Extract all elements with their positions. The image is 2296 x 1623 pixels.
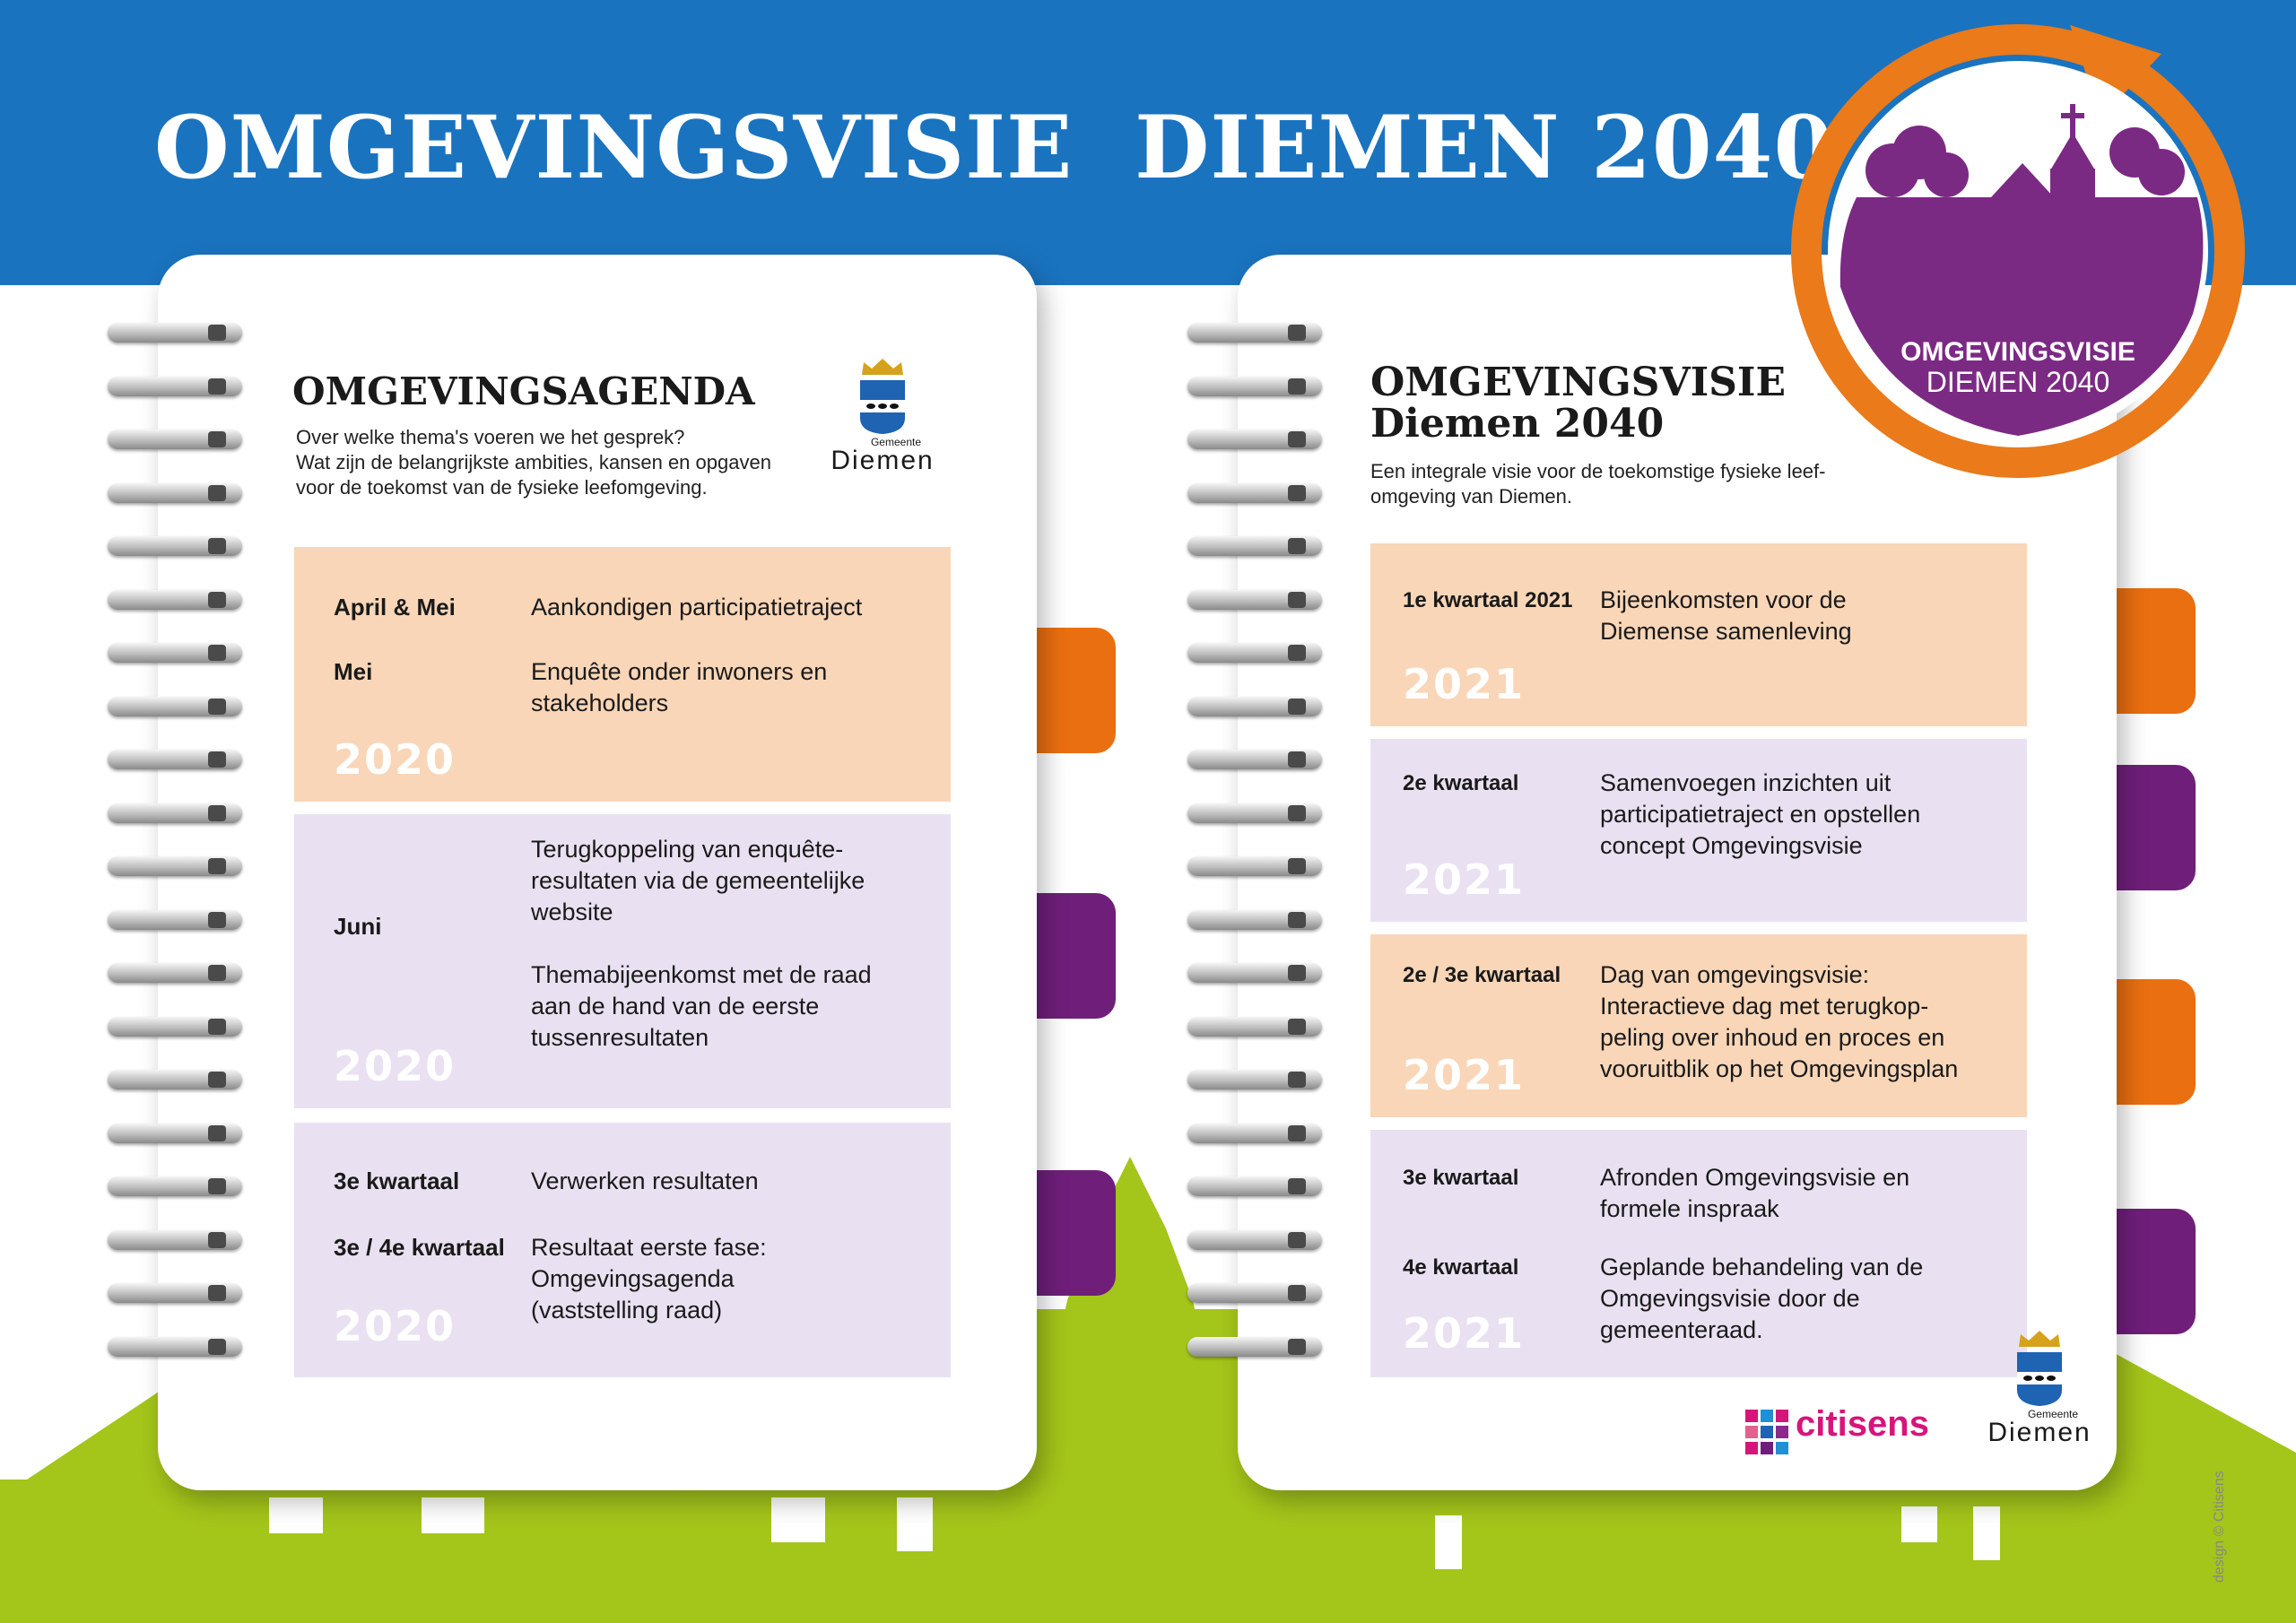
spiral-ring bbox=[1187, 1070, 1329, 1089]
spiral-ring bbox=[1187, 750, 1329, 769]
spiral-ring bbox=[108, 1176, 249, 1196]
spiral-ring bbox=[108, 1283, 249, 1303]
page-title: OMGEVINGSVISIE DIEMEN 2040 bbox=[154, 97, 1835, 198]
crown-icon bbox=[2015, 1329, 2064, 1349]
spiral-ring bbox=[108, 1337, 249, 1357]
shield-icon bbox=[858, 378, 907, 436]
spiral-ring bbox=[1187, 483, 1329, 503]
purple-tab bbox=[1026, 1170, 1116, 1296]
right-notebook-subtitle: Een integrale visie voor de toekomstige fysieke leef- omgeving van Diemen. bbox=[1370, 460, 1826, 508]
spiral-ring bbox=[108, 1017, 249, 1037]
year-label: 2020 bbox=[334, 735, 457, 784]
omgevingsvisie-badge bbox=[1785, 18, 2287, 484]
logo-name: Diemen bbox=[1987, 1418, 2092, 1447]
shield-icon bbox=[2015, 1350, 2064, 1408]
crown-icon bbox=[858, 357, 907, 377]
design-credit: design © Citisens bbox=[2212, 1471, 2227, 1583]
spiral-ring bbox=[108, 590, 249, 610]
spiral-ring bbox=[108, 483, 249, 503]
spiral-ring bbox=[1187, 323, 1329, 343]
logo-small-text: Gemeente bbox=[2027, 1408, 2079, 1420]
spiral-ring bbox=[1187, 910, 1329, 930]
spiral-ring bbox=[108, 750, 249, 769]
spiral-ring bbox=[1187, 1283, 1329, 1303]
spiral-ring bbox=[108, 803, 249, 823]
diemen-logo bbox=[1986, 1329, 2093, 1445]
left-notebook-subtitle: Over welke thema's voeren we het gesprek? Wat zijn de belangrijkste ambities, kansen en opgaven voor de toekomst van de fysieke leefomgeving. bbox=[296, 426, 771, 499]
spiral-ring bbox=[108, 1124, 249, 1143]
spiral-ring bbox=[108, 536, 249, 556]
year-label: 2020 bbox=[334, 1042, 457, 1090]
year-label: 2021 bbox=[1403, 1309, 1526, 1358]
citisens-icon bbox=[1745, 1410, 1788, 1456]
year-label: 2021 bbox=[1403, 1051, 1526, 1099]
timeline-block: April & Mei Aankondigen participatietraject Mei Enquête onder inwoners en stakeholders 2020 bbox=[294, 547, 951, 802]
spiral-ring bbox=[108, 1230, 249, 1250]
year-label: 2021 bbox=[1403, 660, 1526, 708]
logo-small-text: Gemeente bbox=[870, 436, 922, 448]
timeline-block: 1e kwartaal 2021 Bijeenkomsten voor de Diemense samenleving 2021 bbox=[1370, 543, 2027, 726]
purple-tab bbox=[2106, 1209, 2196, 1334]
spiral-ring bbox=[1187, 377, 1329, 396]
spiral-ring bbox=[1187, 856, 1329, 876]
spiral-ring bbox=[1187, 1176, 1329, 1196]
spiral-ring bbox=[1187, 590, 1329, 610]
purple-tab bbox=[2106, 765, 2196, 890]
year-label: 2021 bbox=[1403, 855, 1526, 904]
spiral-ring bbox=[1187, 1230, 1329, 1250]
logo-name: Diemen bbox=[831, 446, 935, 475]
spiral-ring bbox=[108, 377, 249, 396]
spiral-ring bbox=[108, 323, 249, 343]
spiral-ring bbox=[108, 643, 249, 663]
spiral-ring bbox=[1187, 430, 1329, 449]
spiral-ring bbox=[108, 856, 249, 876]
spiral-ring bbox=[108, 910, 249, 930]
year-label: 2020 bbox=[334, 1302, 457, 1350]
orange-tab bbox=[2106, 979, 2196, 1105]
spiral-ring bbox=[108, 430, 249, 449]
left-notebook bbox=[158, 255, 1037, 1490]
spiral-ring bbox=[1187, 963, 1329, 983]
spiral-ring bbox=[1187, 697, 1329, 716]
citisens-logo bbox=[1745, 1404, 1929, 1460]
spiral-ring bbox=[108, 697, 249, 716]
right-notebook-title: OMGEVINGSVISIE Diemen 2040 bbox=[1370, 360, 1787, 447]
spiral-ring bbox=[1187, 803, 1329, 823]
timeline-block: Juni Terugkoppeling van enquête- resultaten via de gemeentelijke website Themabijeenkomst met de raad aan de hand van de eerste tussenresultaten 2020 bbox=[294, 814, 951, 1108]
spiral-ring bbox=[1187, 1337, 1329, 1357]
left-notebook-title: OMGEVINGSAGENDA bbox=[292, 369, 755, 413]
spiral-ring bbox=[1187, 1017, 1329, 1037]
badge-line1: OMGEVINGSVISIE bbox=[1900, 337, 2135, 367]
orange-tab bbox=[2106, 588, 2196, 714]
brand-name: citisens bbox=[1796, 1404, 1929, 1444]
purple-tab bbox=[1026, 893, 1116, 1019]
timeline-block: 2e / 3e kwartaal Dag van omgevingsvisie: Interactieve dag met terugkop- peling over inhoud en proces en vooruitblik op het Omgevingsplan 2021 bbox=[1370, 934, 2027, 1117]
timeline-block: 3e kwartaal Verwerken resultaten 3e / 4e kwartaal Resultaat eerste fase: Omgevingsagenda (vaststelling raad) 2020 bbox=[294, 1123, 951, 1377]
spiral-ring bbox=[1187, 643, 1329, 663]
diemen-logo bbox=[829, 357, 936, 473]
spiral-ring bbox=[1187, 536, 1329, 556]
badge-line2: DIEMEN 2040 bbox=[1926, 366, 2110, 398]
timeline-block: 2e kwartaal Samenvoegen inzichten uit participatietraject en opstellen concept Omgevingsvisie 2021 bbox=[1370, 739, 2027, 922]
spiral-ring bbox=[108, 1070, 249, 1089]
spiral-ring bbox=[108, 963, 249, 983]
spiral-ring bbox=[1187, 1124, 1329, 1143]
timeline-block: 3e kwartaal Afronden Omgevingsvisie en formele inspraak 4e kwartaal Geplande behandeling van de Omgevingsvisie door de gemeenteraad. 2021 bbox=[1370, 1130, 2027, 1377]
orange-tab bbox=[1026, 628, 1116, 753]
